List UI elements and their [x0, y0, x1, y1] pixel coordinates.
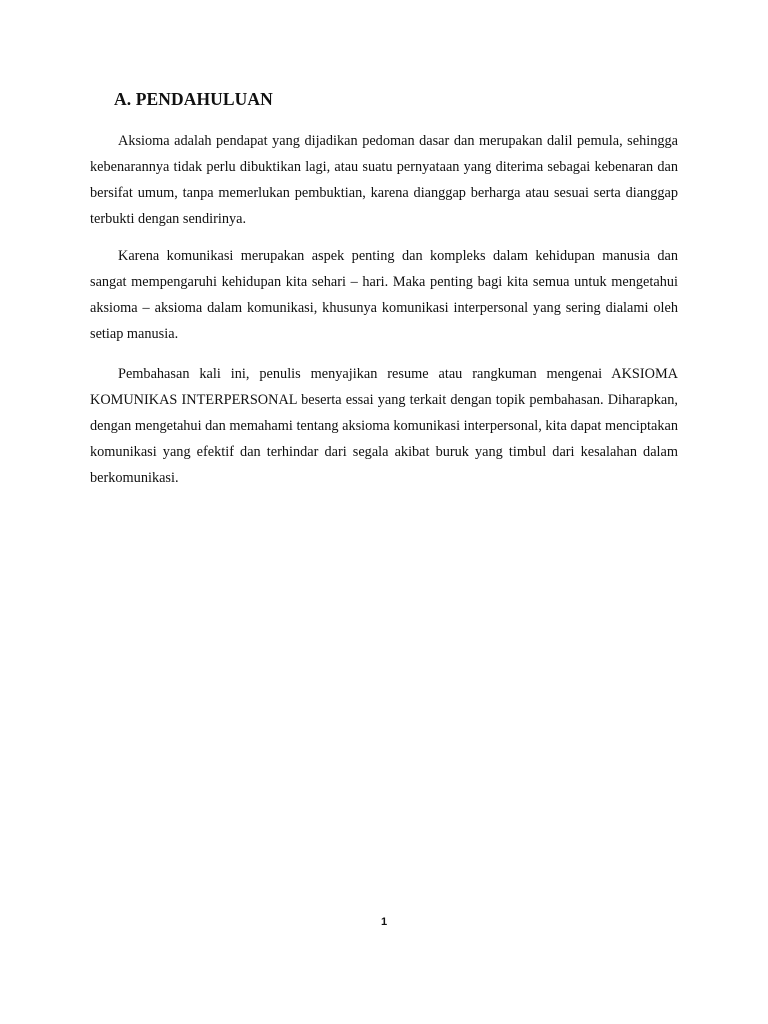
section-heading: A. PENDAHULUAN: [114, 89, 273, 109]
paragraph-1: Aksioma adalah pendapat yang dijadikan pedoman dasar dan merupakan dalil pemula, sehingga kebenarannya tidak perlu dibuktikan lagi, atau suatu pernyataan yang diterima sebagai kebenaran dan bersifat umum, tanpa memerlukan pembuktian, karena dianggap berharga atau sesuai serta dianggap terbukti dengan sendirinya.: [90, 133, 678, 227]
paragraph-2: Karena komunikasi merupakan aspek penting dan kompleks dalam kehidupan manusia dan sangat mempengaruhi kehidupan kita sehari – hari. Maka penting bagi kita semua untuk mengetahui aksioma – aksioma dalam komunikasi, khusunya komunikasi interpersonal yang sering dialami oleh setiap manusia.: [90, 248, 678, 342]
paragraph-3: Pembahasan kali ini, penulis menyajikan resume atau rangkuman mengenai AKSIOMA KOMUNIKAS INTERPERSONAL beserta essai yang terkait dengan topik pembahasan. Diharapkan, dengan mengetahui dan memahami tentang aksioma komunikasi interpersonal, kita dapat menciptakan komunikasi yang efektif dan terhindar dari segala akibat buruk yang timbul dari kesalahan dalam berkomunikasi.: [90, 366, 678, 486]
page-number: 1: [380, 916, 388, 928]
